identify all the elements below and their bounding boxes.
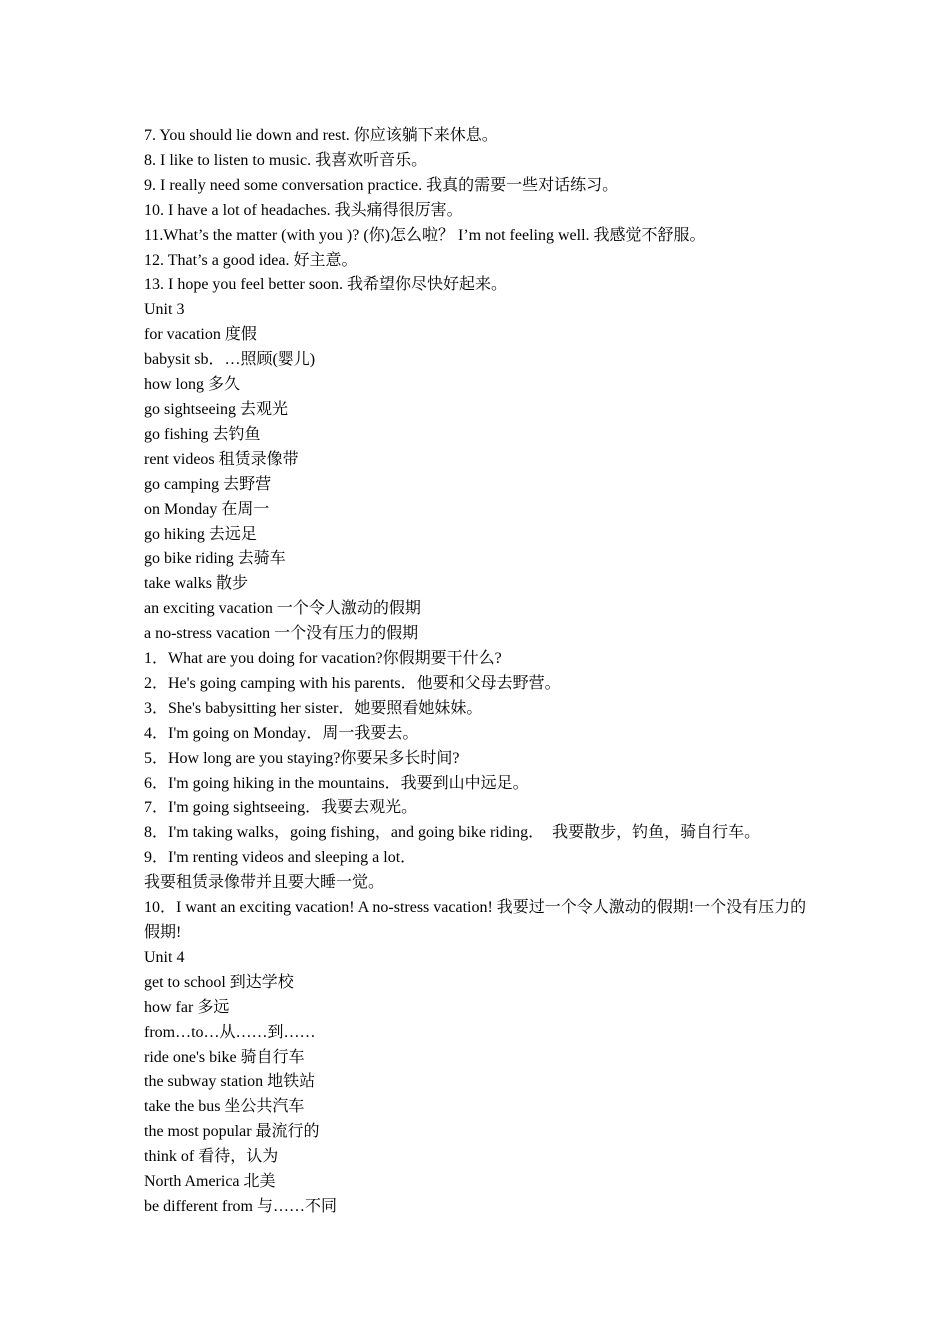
text-line: 12. That’s a good idea. 好主意。 <box>144 251 358 269</box>
text-line: 11.What’s the matter (with you )? (你)怎么啦？ I’m not feeling well. 我感觉不舒服。 <box>144 226 706 244</box>
text-line: 10. I have a lot of headaches. 我头痛得很厉害。 <box>144 201 463 219</box>
vocab-item: get to school 到达学校 <box>144 973 294 991</box>
vocab-item: take the bus 坐公共汽车 <box>144 1098 305 1116</box>
vocab-item: go bike riding 去骑车 <box>144 550 286 568</box>
sentence-item: 4．I'm going on Monday．周一我要去。 <box>144 724 419 742</box>
text-line: 9. I really need some conversation practice. 我真的需要一些对话练习。 <box>144 176 619 194</box>
vocab-item: think of 看待，认为 <box>144 1148 279 1166</box>
sentence-item: 8．I'm taking walks，going fishing，and going bike riding． 我要散步，钓鱼，骑自行车。 <box>144 824 761 842</box>
text-line: 7. You should lie down and rest. 你应该躺下来休息。 <box>144 127 498 144</box>
sentence-item: 9．I'm renting videos and sleeping a lot． <box>144 849 417 867</box>
vocab-item: go sightseeing 去观光 <box>144 400 288 418</box>
vocab-item: go fishing 去钓鱼 <box>144 425 261 443</box>
vocab-item: take walks 散步 <box>144 575 248 593</box>
vocab-item: the most popular 最流行的 <box>144 1123 320 1141</box>
vocab-item: on Monday 在周一 <box>144 500 270 518</box>
sentence-item: 6．I'm going hiking in the mountains．我要到山中远足。 <box>144 774 529 792</box>
vocab-item: for vacation 度假 <box>144 326 257 344</box>
section-heading-unit-3: Unit 3 <box>144 301 185 319</box>
vocab-item: an exciting vacation 一个令人激动的假期 <box>144 600 421 618</box>
vocab-item: be different from 与……不同 <box>144 1197 337 1215</box>
vocab-item: a no-stress vacation 一个没有压力的假期 <box>144 625 419 643</box>
vocab-item: how long 多久 <box>144 376 241 394</box>
sentence-item: 5．How long are you staying?你要呆多长时间? <box>144 749 460 767</box>
sentence-item: 2．He's going camping with his parents．他要和父母去野营。 <box>144 674 561 692</box>
vocab-item: ride one's bike 骑自行车 <box>144 1048 305 1066</box>
document-body <box>144 124 812 1220</box>
sentence-item: 3．She's babysitting her sister．她要照看她妹妹。 <box>144 699 483 717</box>
vocab-item: North America 北美 <box>144 1173 276 1191</box>
vocab-item: rent videos 租赁录像带 <box>144 450 299 468</box>
text-line: 13. I hope you feel better soon. 我希望你尽快好起来。 <box>144 276 508 294</box>
section-heading-unit-4: Unit 4 <box>144 948 185 966</box>
sentence-translation: 我要租赁录像带并且要大睡一觉。 <box>144 874 385 892</box>
sentence-item: 7．I'm going sightseeing．我要去观光。 <box>144 799 418 817</box>
sentence-item: 10．I want an exciting vacation! A no-stress vacation! 我要过一个令人激动的假期!一个没有压力的假期! <box>144 899 807 941</box>
vocab-item: from…to…从……到…… <box>144 1023 316 1041</box>
vocab-item: go camping 去野营 <box>144 475 272 493</box>
vocab-item: go hiking 去远足 <box>144 525 257 543</box>
text-line: 8. I like to listen to music. 我喜欢听音乐。 <box>144 151 428 169</box>
sentence-item: 1．What are you doing for vacation?你假期要干什么? <box>144 650 502 668</box>
vocab-item: how far 多远 <box>144 998 230 1016</box>
vocab-item: the subway station 地铁站 <box>144 1073 316 1091</box>
vocab-item: babysit sb．…照顾(婴儿) <box>144 351 316 369</box>
